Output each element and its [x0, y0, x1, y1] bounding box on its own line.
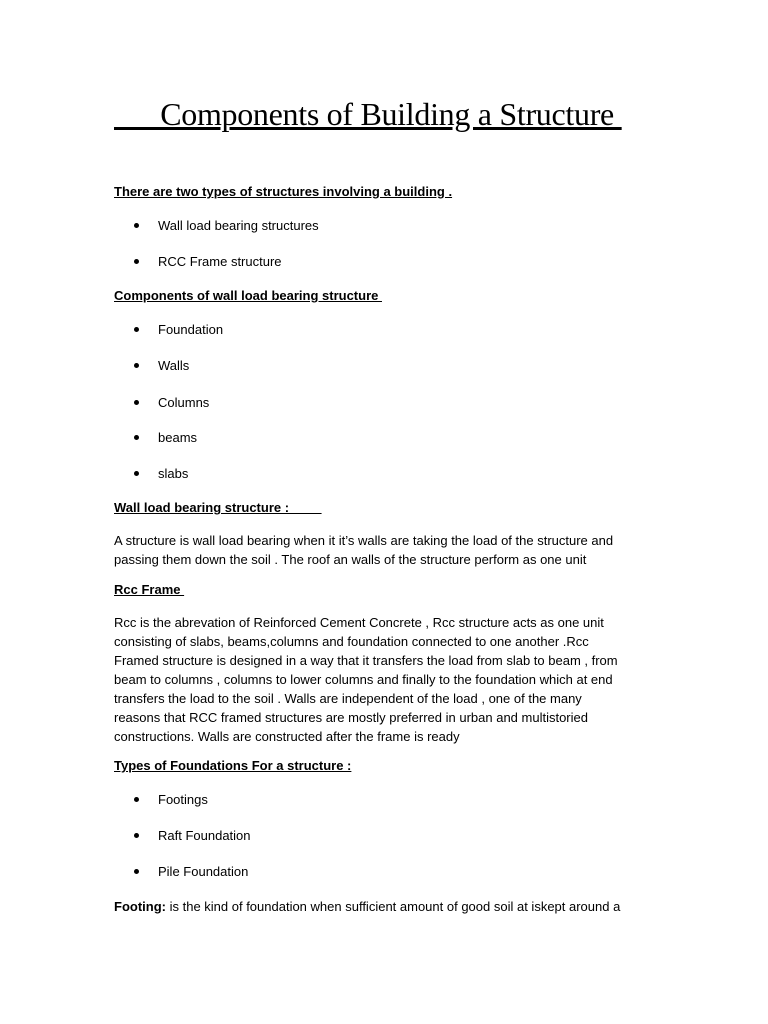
section-heading-wall-components: Components of wall load bearing structure	[114, 288, 382, 303]
footing-text: is the kind of foundation when sufficient amount of good soil at iskept around a	[165, 899, 621, 914]
footing-paragraph	[114, 898, 620, 916]
bullet-icon	[134, 435, 139, 440]
paragraph-rcc-frame: Rcc is the abrevation of Reinforced Cement Concrete , Rcc structure acts as one unit consisting of slabs, beams,columns and foundation connected to one another .Rcc Framed structure is designed in a way that it transfers the load from slab to beam , from beam to columns , columns to lower columns and finally to the foundation which at end transfers the load to the soil . Walls are independent of the load , one of the many reasons that RCC framed structures are mostly preferred in urban and multistoried constructions. Walls are constructed after the frame is ready	[114, 615, 618, 744]
bullet-icon	[134, 259, 139, 264]
bullet-icon	[134, 400, 139, 405]
section-heading-foundation-types: Types of Foundations For a structure :	[114, 758, 352, 773]
footing-term: Footing:	[114, 899, 166, 914]
bullet-icon	[134, 327, 139, 332]
bullet-icon	[134, 471, 139, 476]
document-page: Components of Building a Structure There are two types of structures involving a building . Wall load bearing structures RCC Frame structure Components of wall load bearing structure Foundation Walls Columns beams slabs Wall load bearing structure : A structure is wall load bearing when it it’s walls are taking the load of the structure and passing them down the soil . The roof an walls of the structure perform as one unit Rcc Frame Rcc is the abrevation of Reinforced Cement Concrete , Rcc structure acts as one unit consisting of slabs, beams,columns and foundation connected to one another .Rcc Framed structure is designed in a way that it transfers the load from slab to beam , from beam to columns , columns to lower columns and finally to the foundation which at end transfers the load to the soil . Walls are independent of the load , one of the many reasons that RCC framed structures are mostly preferred in urban and multistoried constructions. Walls are constructed after the frame is ready Types of Foundations For a structure : Footings Raft Foundation Pile Foundation Footing: is the kind of foundation when sufficient amount of good soil at iskept around a	[0, 0, 768, 1024]
section-heading-wall-load-bearing: Wall load bearing structure :	[114, 500, 322, 515]
section-heading-structure-types: There are two types of structures involving a building .	[114, 184, 453, 199]
bullet-icon	[134, 833, 139, 838]
section-heading-rcc-frame: Rcc Frame	[114, 582, 185, 597]
document-title: Components of Building a Structure	[114, 96, 622, 132]
bullet-icon	[134, 797, 139, 802]
bullet-icon	[134, 363, 139, 368]
bullet-icon	[134, 869, 139, 874]
bullet-icon	[134, 223, 139, 228]
paragraph-wall-load-bearing: A structure is wall load bearing when it it’s walls are taking the load of the structure and passing them down the soil . The roof an walls of the structure perform as one unit	[114, 533, 614, 567]
